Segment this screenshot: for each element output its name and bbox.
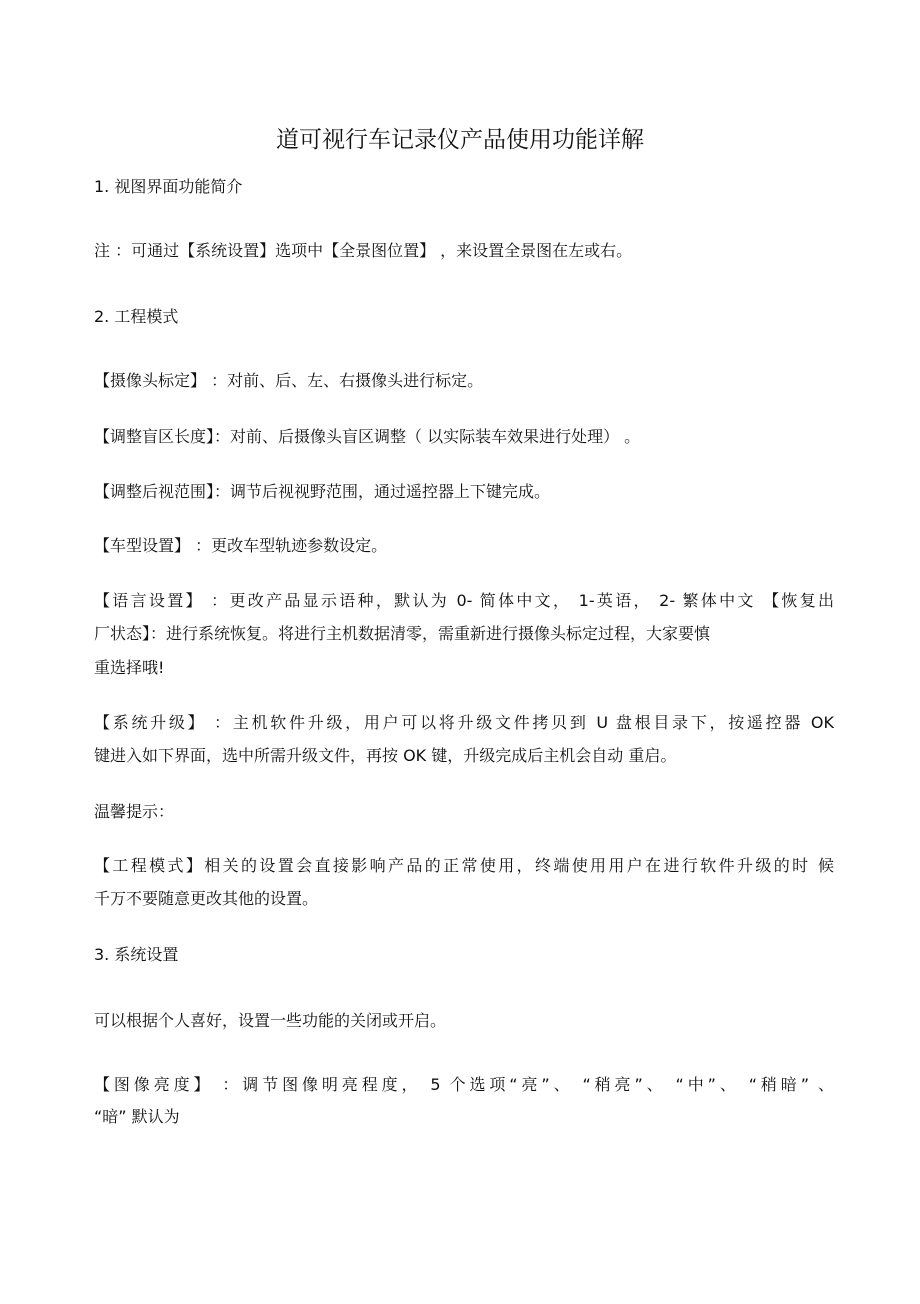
item-rear-view-range: 【调整后视范围】：调节后视视野范围，通过遥控器上下键完成。 [94, 482, 551, 501]
system-settings-intro: 可以根据个人喜好，设置一些功能的关闭或开启。 [94, 1011, 447, 1030]
item-camera-calibration: 【摄像头标定】 ：对前、后、左、右摄像头进行标定。 [94, 371, 484, 390]
item-vehicle-model-setting: 【车型设置】 ：更改车型轨迹参数设定。 [94, 536, 388, 555]
item-system-upgrade: 【系统升级】 ：主机软件升级，用户可以将升级文件拷贝到 U 盘根目录下，按遥控器 OK [94, 713, 834, 732]
item-blind-zone-length: 【调整盲区长度】：对前、后摄像头盲区调整（ 以实际装车效果进行处理） 。 [94, 427, 641, 446]
section-heading-view-interface: 1. 视图界面功能简介 [94, 177, 243, 196]
item-image-brightness-continued: “暗” 默认为 [94, 1107, 180, 1126]
section-heading-system-settings: 3. 系统设置 [94, 945, 179, 964]
item-image-brightness: 【图像亮度】 ：调节图像明亮程度， 5 个选项“亮”、 “稍亮”、 “中”、 “稍暗” 、 [94, 1075, 834, 1094]
section-heading-engineering-mode: 2. 工程模式 [94, 307, 179, 326]
document-title: 道可视行车记录仪产品使用功能详解 [276, 127, 644, 153]
tip-engineering-mode-warning-continued: 千万不要随意更改其他的设置。 [94, 889, 319, 908]
note-panorama-position: 注 ：可通过【系统设置】选项中【全景图位置】 ，来设置全景图在左或右。 [94, 241, 633, 260]
item-system-upgrade-continued: 键进入如下界面，选中所需升级文件，再按 OK 键，升级完成后主机会自动 重启。 [94, 746, 677, 765]
tip-heading: 温馨提示： [94, 802, 175, 821]
item-language-setting: 【语言设置】 ：更改产品显示语种，默认为 0- 简体中文， 1-英语， 2- 繁体中文 【恢复出 [94, 591, 834, 610]
tip-engineering-mode-warning: 【工程模式】相关的设置会直接影响产品的正常使用，终端使用用户在进行软件升级的时 候 [94, 856, 834, 875]
item-factory-reset-continued: 重选择哦! [94, 658, 165, 677]
item-factory-reset: 厂状态】：进行系统恢复。将进行主机数据清零，需重新进行摄像头标定过程，大家要慎 [94, 624, 711, 643]
